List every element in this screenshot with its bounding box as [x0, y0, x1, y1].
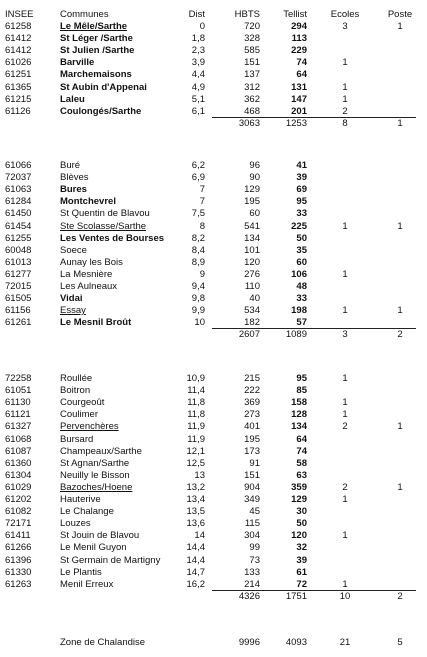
hbts-cell: 214 — [244, 578, 260, 590]
hbts-cell: 73 — [249, 554, 260, 566]
subtotal-ecoles: 8 — [342, 117, 348, 129]
hbts-cell: 133 — [244, 566, 260, 578]
commune-cell: Laleu — [60, 93, 85, 105]
subtotal-row — [0, 118, 427, 130]
commune-cell: La Mesnière — [60, 268, 113, 280]
dist-cell: 0 — [199, 21, 205, 32]
commune-cell: Le Menil Guyon — [60, 542, 127, 554]
dist-cell: 4,4 — [191, 69, 205, 81]
dist-cell: 13,4 — [186, 494, 205, 505]
commune-cell: Le Mesnil Broût — [60, 317, 132, 329]
ecoles-cell: 1 — [342, 81, 348, 93]
table-row — [0, 172, 427, 184]
tellist-cell: 60 — [296, 256, 307, 268]
subtotal-ecoles: 3 — [342, 329, 348, 341]
commune-cell: Louzes — [60, 518, 91, 530]
dist-cell: 8,4 — [191, 244, 205, 256]
insee-cell: 61284 — [5, 196, 32, 208]
subtotal-poste: 2 — [397, 329, 403, 341]
dist-cell: 11,9 — [187, 421, 205, 433]
tellist-cell: 69 — [296, 184, 307, 196]
commune-cell: Buré — [60, 160, 81, 171]
tellist-cell: 74 — [296, 445, 307, 457]
header-communes: Communes — [60, 9, 109, 20]
dist-cell: 16,2 — [186, 578, 205, 590]
insee-cell: 61126 — [5, 105, 31, 117]
dist-cell: 7,5 — [191, 208, 205, 220]
dist-cell: 9 — [199, 268, 205, 280]
insee-cell: 72171 — [5, 518, 32, 530]
tellist-cell: 50 — [296, 518, 307, 530]
hbts-cell: 60 — [249, 208, 260, 220]
table-row — [0, 281, 427, 293]
commune-cell: Champeaux/Sarthe — [60, 445, 142, 457]
subtotal-poste: 2 — [397, 590, 403, 602]
subtotal-ecoles: 10 — [339, 590, 351, 602]
table-row — [0, 458, 427, 470]
insee-cell: 61202 — [5, 494, 32, 505]
table-row — [0, 293, 427, 305]
table-row — [0, 184, 427, 196]
hbts-cell: 182 — [244, 317, 260, 329]
insee-cell: 61251 — [5, 69, 32, 81]
table-row — [0, 542, 427, 554]
tellist-cell: 48 — [296, 281, 307, 292]
tellist-cell: 32 — [296, 542, 307, 554]
insee-cell: 61505 — [5, 293, 32, 305]
commune-cell: Coulongés/Sarthe — [60, 105, 142, 117]
tellist-cell: 129 — [291, 494, 307, 505]
table-row — [0, 305, 427, 317]
tellist-cell: 128 — [291, 409, 307, 421]
table-row — [0, 245, 427, 257]
table-row — [0, 21, 427, 33]
tellist-cell: 41 — [296, 160, 307, 171]
commune-cell: Menil Erreux — [60, 578, 114, 590]
insee-cell: 61013 — [5, 256, 32, 268]
poste-cell: 1 — [397, 305, 403, 317]
dist-cell: 9,4 — [191, 281, 205, 292]
insee-cell: 72037 — [5, 172, 32, 184]
tellist-cell: 95 — [296, 373, 307, 384]
commune-cell: Les Ventes de Bourses — [60, 232, 165, 244]
tellist-cell: 225 — [291, 220, 307, 232]
tellist-cell: 57 — [296, 317, 307, 329]
hbts-cell: 195 — [244, 433, 260, 445]
insee-cell: 61304 — [5, 469, 32, 481]
dist-cell: 6,1 — [191, 105, 205, 117]
insee-cell: 61277 — [5, 268, 32, 280]
table-row — [0, 409, 427, 421]
insee-cell: 61087 — [5, 445, 32, 457]
poste-cell: 1 — [397, 220, 403, 232]
subtotal-hbts: 3063 — [238, 117, 260, 129]
tellist-cell: 131 — [291, 81, 307, 93]
insee-cell: 61360 — [5, 457, 32, 469]
hbts-cell: 91 — [249, 457, 260, 469]
subtotal-poste: 1 — [397, 117, 403, 129]
subtotal-tellist: 1253 — [285, 117, 307, 129]
insee-cell: 61327 — [5, 421, 32, 433]
tellist-cell: 229 — [291, 45, 307, 57]
header-row — [0, 9, 427, 21]
tellist-cell: 64 — [296, 69, 307, 81]
hbts-cell: 585 — [244, 45, 260, 57]
tellist-cell: 74 — [296, 57, 307, 69]
dist-cell: 8,9 — [191, 256, 205, 268]
ecoles-cell: 1 — [342, 578, 348, 590]
insee-cell: 61396 — [5, 554, 32, 566]
header-dist: Dist — [188, 9, 205, 20]
dist-cell: 14,4 — [186, 554, 205, 566]
tellist-cell: 63 — [296, 469, 307, 481]
subtotal-tellist: 1089 — [285, 329, 307, 341]
commune-cell: Ste Scolasse/Sarthe — [60, 220, 147, 232]
insee-cell: 61411 — [5, 530, 31, 542]
tellist-cell: 33 — [296, 208, 307, 220]
dist-cell: 8,2 — [191, 232, 205, 244]
commune-cell: Marchemaisons — [60, 69, 132, 81]
insee-cell: 61454 — [5, 220, 32, 232]
insee-cell: 61121 — [5, 409, 31, 421]
tellist-cell: 95 — [296, 196, 307, 208]
table-row — [0, 494, 427, 506]
table-row — [0, 555, 427, 567]
dist-cell: 7 — [199, 184, 205, 196]
commune-cell: St Julien /Sarthe — [60, 45, 135, 57]
hbts-cell: 45 — [249, 506, 260, 518]
grand-total-hbts: 9996 — [238, 637, 260, 648]
insee-cell: 72015 — [5, 281, 32, 292]
tellist-cell: 158 — [291, 397, 307, 409]
grand-total-poste: 5 — [397, 637, 403, 648]
dist-cell: 12,1 — [186, 445, 205, 457]
hbts-cell: 120 — [244, 256, 260, 268]
insee-cell: 61255 — [5, 232, 32, 244]
hbts-cell: 304 — [244, 530, 260, 542]
ecoles-cell: 1 — [342, 373, 348, 384]
tellist-cell: 359 — [291, 481, 307, 493]
table-row — [0, 33, 427, 45]
table-row — [0, 57, 427, 69]
ecoles-cell: 2 — [342, 421, 348, 433]
table-row — [0, 385, 427, 397]
insee-cell: 61029 — [5, 481, 32, 493]
dist-cell: 12,5 — [186, 457, 205, 469]
hbts-cell: 115 — [244, 518, 260, 530]
dist-cell: 11,8 — [187, 397, 205, 409]
table-row — [0, 446, 427, 458]
insee-cell: 72258 — [5, 373, 32, 384]
tellist-cell: 72 — [296, 578, 307, 590]
hbts-cell: 276 — [244, 268, 260, 280]
header-hbts: HBTS — [234, 9, 260, 20]
tellist-cell: 106 — [291, 268, 307, 280]
table-row — [0, 257, 427, 269]
commune-cell: Bazoches/Hoene — [60, 481, 133, 493]
table-row — [0, 82, 427, 94]
dist-cell: 14,4 — [186, 542, 205, 554]
dist-cell: 9,9 — [191, 305, 205, 317]
tellist-cell: 120 — [291, 530, 307, 542]
dist-cell: 10 — [194, 317, 205, 329]
commune-cell: Vidai — [60, 293, 83, 305]
hbts-cell: 362 — [244, 93, 260, 105]
hbts-cell: 369 — [244, 397, 260, 409]
tellist-cell: 201 — [291, 105, 307, 117]
hbts-cell: 151 — [244, 57, 260, 69]
dist-cell: 13 — [194, 469, 205, 481]
commune-cell: Hauterive — [60, 494, 101, 505]
commune-cell: Le Plantis — [60, 566, 102, 578]
hbts-cell: 90 — [249, 172, 260, 184]
table-row — [0, 470, 427, 482]
insee-cell: 61330 — [5, 566, 32, 578]
insee-cell: 61063 — [5, 184, 32, 196]
commune-cell: Aunay les Bois — [60, 256, 123, 268]
table-row — [0, 233, 427, 245]
insee-cell: 61051 — [5, 385, 32, 397]
insee-cell: 61365 — [5, 81, 32, 93]
table-row — [0, 482, 427, 494]
table-row — [0, 518, 427, 530]
insee-cell: 61412 — [5, 45, 32, 57]
commune-cell: Montchevrel — [60, 196, 116, 208]
tellist-cell: 35 — [296, 244, 307, 256]
table-row — [0, 434, 427, 446]
dist-cell: 8 — [199, 220, 205, 232]
table-row — [0, 530, 427, 542]
ecoles-cell: 1 — [342, 409, 348, 421]
ecoles-cell: 1 — [342, 397, 348, 409]
tellist-cell: 147 — [291, 93, 307, 105]
tellist-cell: 85 — [296, 385, 307, 397]
insee-cell: 61266 — [5, 542, 32, 554]
hbts-cell: 110 — [244, 281, 260, 292]
tellist-cell: 134 — [291, 421, 307, 433]
commune-cell: Bures — [60, 184, 87, 196]
ecoles-cell: 1 — [342, 93, 348, 105]
ecoles-cell: 1 — [342, 220, 348, 232]
insee-cell: 61263 — [5, 578, 32, 590]
dist-cell: 11,9 — [187, 433, 205, 445]
table-row — [0, 45, 427, 57]
hbts-cell: 40 — [249, 293, 260, 305]
table-row — [0, 506, 427, 518]
commune-cell: Le Chalange — [60, 506, 114, 518]
hbts-cell: 468 — [244, 105, 260, 117]
table-row — [0, 373, 427, 385]
tellist-cell: 50 — [296, 232, 307, 244]
dist-cell: 13,6 — [186, 518, 205, 530]
commune-cell: St Léger /Sarthe — [60, 33, 133, 45]
dist-cell: 2,3 — [191, 45, 205, 57]
commune-cell: St Germain de Martigny — [60, 554, 161, 566]
hbts-cell: 151 — [244, 469, 260, 481]
dist-cell: 10,9 — [186, 373, 205, 384]
subtotal-row — [0, 591, 427, 603]
hbts-cell: 215 — [244, 373, 260, 384]
grand-total-ecoles: 21 — [339, 637, 351, 648]
dist-cell: 6,9 — [191, 172, 205, 184]
poste-cell: 1 — [397, 481, 403, 493]
header-insee: INSEE — [5, 9, 34, 20]
ecoles-cell: 3 — [342, 21, 348, 32]
tellist-cell: 61 — [296, 566, 307, 578]
hbts-cell: 137 — [244, 69, 260, 81]
tellist-cell: 33 — [296, 293, 307, 305]
commune-cell: Blèves — [60, 172, 89, 184]
dist-cell: 6,2 — [191, 160, 205, 171]
commune-cell: Soece — [60, 244, 87, 256]
table-row — [0, 208, 427, 220]
dist-cell: 11,8 — [187, 409, 205, 421]
commune-cell: Coulimer — [60, 409, 99, 421]
tellist-cell: 39 — [296, 554, 307, 566]
table-row — [0, 421, 427, 433]
hbts-cell: 534 — [244, 305, 260, 317]
commune-cell: Barville — [60, 57, 95, 69]
dist-cell: 9,8 — [191, 293, 205, 305]
insee-cell: 61026 — [5, 57, 32, 69]
tellist-cell: 58 — [296, 457, 307, 469]
hbts-cell: 134 — [244, 232, 260, 244]
hbts-cell: 720 — [244, 21, 260, 32]
table-row — [0, 160, 427, 172]
subtotal-hbts: 2607 — [238, 329, 260, 341]
subtotal-row — [0, 329, 427, 341]
grand-total-tellist: 4093 — [285, 637, 307, 648]
ecoles-cell: 1 — [342, 305, 348, 317]
dist-cell: 7 — [199, 196, 205, 208]
dist-cell: 11,4 — [187, 385, 205, 397]
dist-cell: 3,9 — [191, 57, 205, 69]
table-row — [0, 69, 427, 81]
subtotal-hbts: 4326 — [238, 590, 260, 602]
hbts-cell: 349 — [244, 494, 260, 505]
insee-cell: 61258 — [5, 21, 32, 32]
table-row — [0, 567, 427, 579]
commune-cell: St Jouin de Blavou — [60, 530, 140, 542]
tellist-cell: 30 — [296, 506, 307, 518]
insee-cell: 61412 — [5, 33, 32, 45]
commune-cell: Le Mêle/Sarthe — [60, 21, 128, 32]
grand-total-label: Zone de Chalandise — [60, 637, 146, 648]
hbts-cell: 99 — [249, 542, 260, 554]
insee-cell: 61082 — [5, 506, 32, 518]
table-row — [0, 269, 427, 281]
ecoles-cell: 1 — [342, 268, 348, 280]
ecoles-cell: 1 — [342, 57, 348, 69]
dist-cell: 4,9 — [191, 81, 205, 93]
commune-cell: Neuilly le Bisson — [60, 469, 130, 481]
commune-cell: Roullée — [60, 373, 93, 384]
tellist-cell: 198 — [291, 305, 307, 317]
table-row — [0, 221, 427, 233]
commune-cell: St Agnan/Sarthe — [60, 457, 130, 469]
grand-total-row — [0, 637, 427, 649]
insee-cell: 61156 — [5, 305, 31, 317]
dist-cell: 14,7 — [186, 566, 205, 578]
commune-cell: Boitron — [60, 385, 91, 397]
tellist-cell: 39 — [296, 172, 307, 184]
insee-cell: 61261 — [5, 317, 32, 329]
table-row — [0, 196, 427, 208]
insee-cell: 61066 — [5, 160, 32, 171]
insee-cell: 61068 — [5, 433, 32, 445]
ecoles-cell: 1 — [342, 530, 348, 542]
insee-cell: 61130 — [5, 397, 31, 409]
commune-cell: St Aubin d'Appenai — [60, 81, 147, 93]
header-ecoles: Ecoles — [330, 9, 360, 20]
table-row — [0, 397, 427, 409]
tellist-cell: 64 — [296, 433, 307, 445]
hbts-cell: 312 — [244, 81, 260, 93]
hbts-cell: 96 — [249, 160, 260, 171]
commune-cell: Les Aulneaux — [60, 281, 118, 292]
header-poste: Poste — [387, 9, 413, 20]
dist-cell: 13,2 — [186, 481, 205, 493]
commune-cell: Pervenchères — [60, 421, 119, 433]
dist-cell: 14 — [194, 530, 205, 542]
hbts-cell: 129 — [244, 184, 260, 196]
dist-cell: 5,1 — [191, 93, 205, 105]
dist-cell: 1,8 — [191, 33, 205, 45]
hbts-cell: 195 — [244, 196, 260, 208]
tellist-cell: 113 — [291, 33, 307, 45]
insee-cell: 61450 — [5, 208, 32, 220]
hbts-cell: 222 — [244, 385, 260, 397]
hbts-cell: 904 — [244, 481, 260, 493]
hbts-cell: 541 — [244, 220, 260, 232]
ecoles-cell: 2 — [342, 481, 348, 493]
subtotal-tellist: 1751 — [285, 590, 307, 602]
tellist-cell: 294 — [291, 21, 307, 32]
insee-cell: 60048 — [5, 244, 32, 256]
ecoles-cell: 1 — [342, 494, 348, 505]
hbts-cell: 328 — [244, 33, 260, 45]
hbts-cell: 401 — [244, 421, 260, 433]
hbts-cell: 101 — [244, 244, 260, 256]
commune-cell: St Quentin de Blavou — [60, 208, 150, 220]
poste-cell: 1 — [397, 421, 403, 433]
ecoles-cell: 2 — [342, 105, 348, 117]
dist-cell: 13,5 — [186, 506, 205, 518]
hbts-cell: 273 — [244, 409, 260, 421]
insee-cell: 61215 — [5, 93, 32, 105]
poste-cell: 1 — [397, 21, 403, 32]
commune-cell: Courgeoût — [60, 397, 105, 409]
table-row — [0, 94, 427, 106]
commune-cell: Bursard — [60, 433, 94, 445]
hbts-cell: 173 — [244, 445, 260, 457]
header-tellist: Tellist — [283, 9, 307, 20]
commune-cell: Essay — [60, 305, 86, 317]
